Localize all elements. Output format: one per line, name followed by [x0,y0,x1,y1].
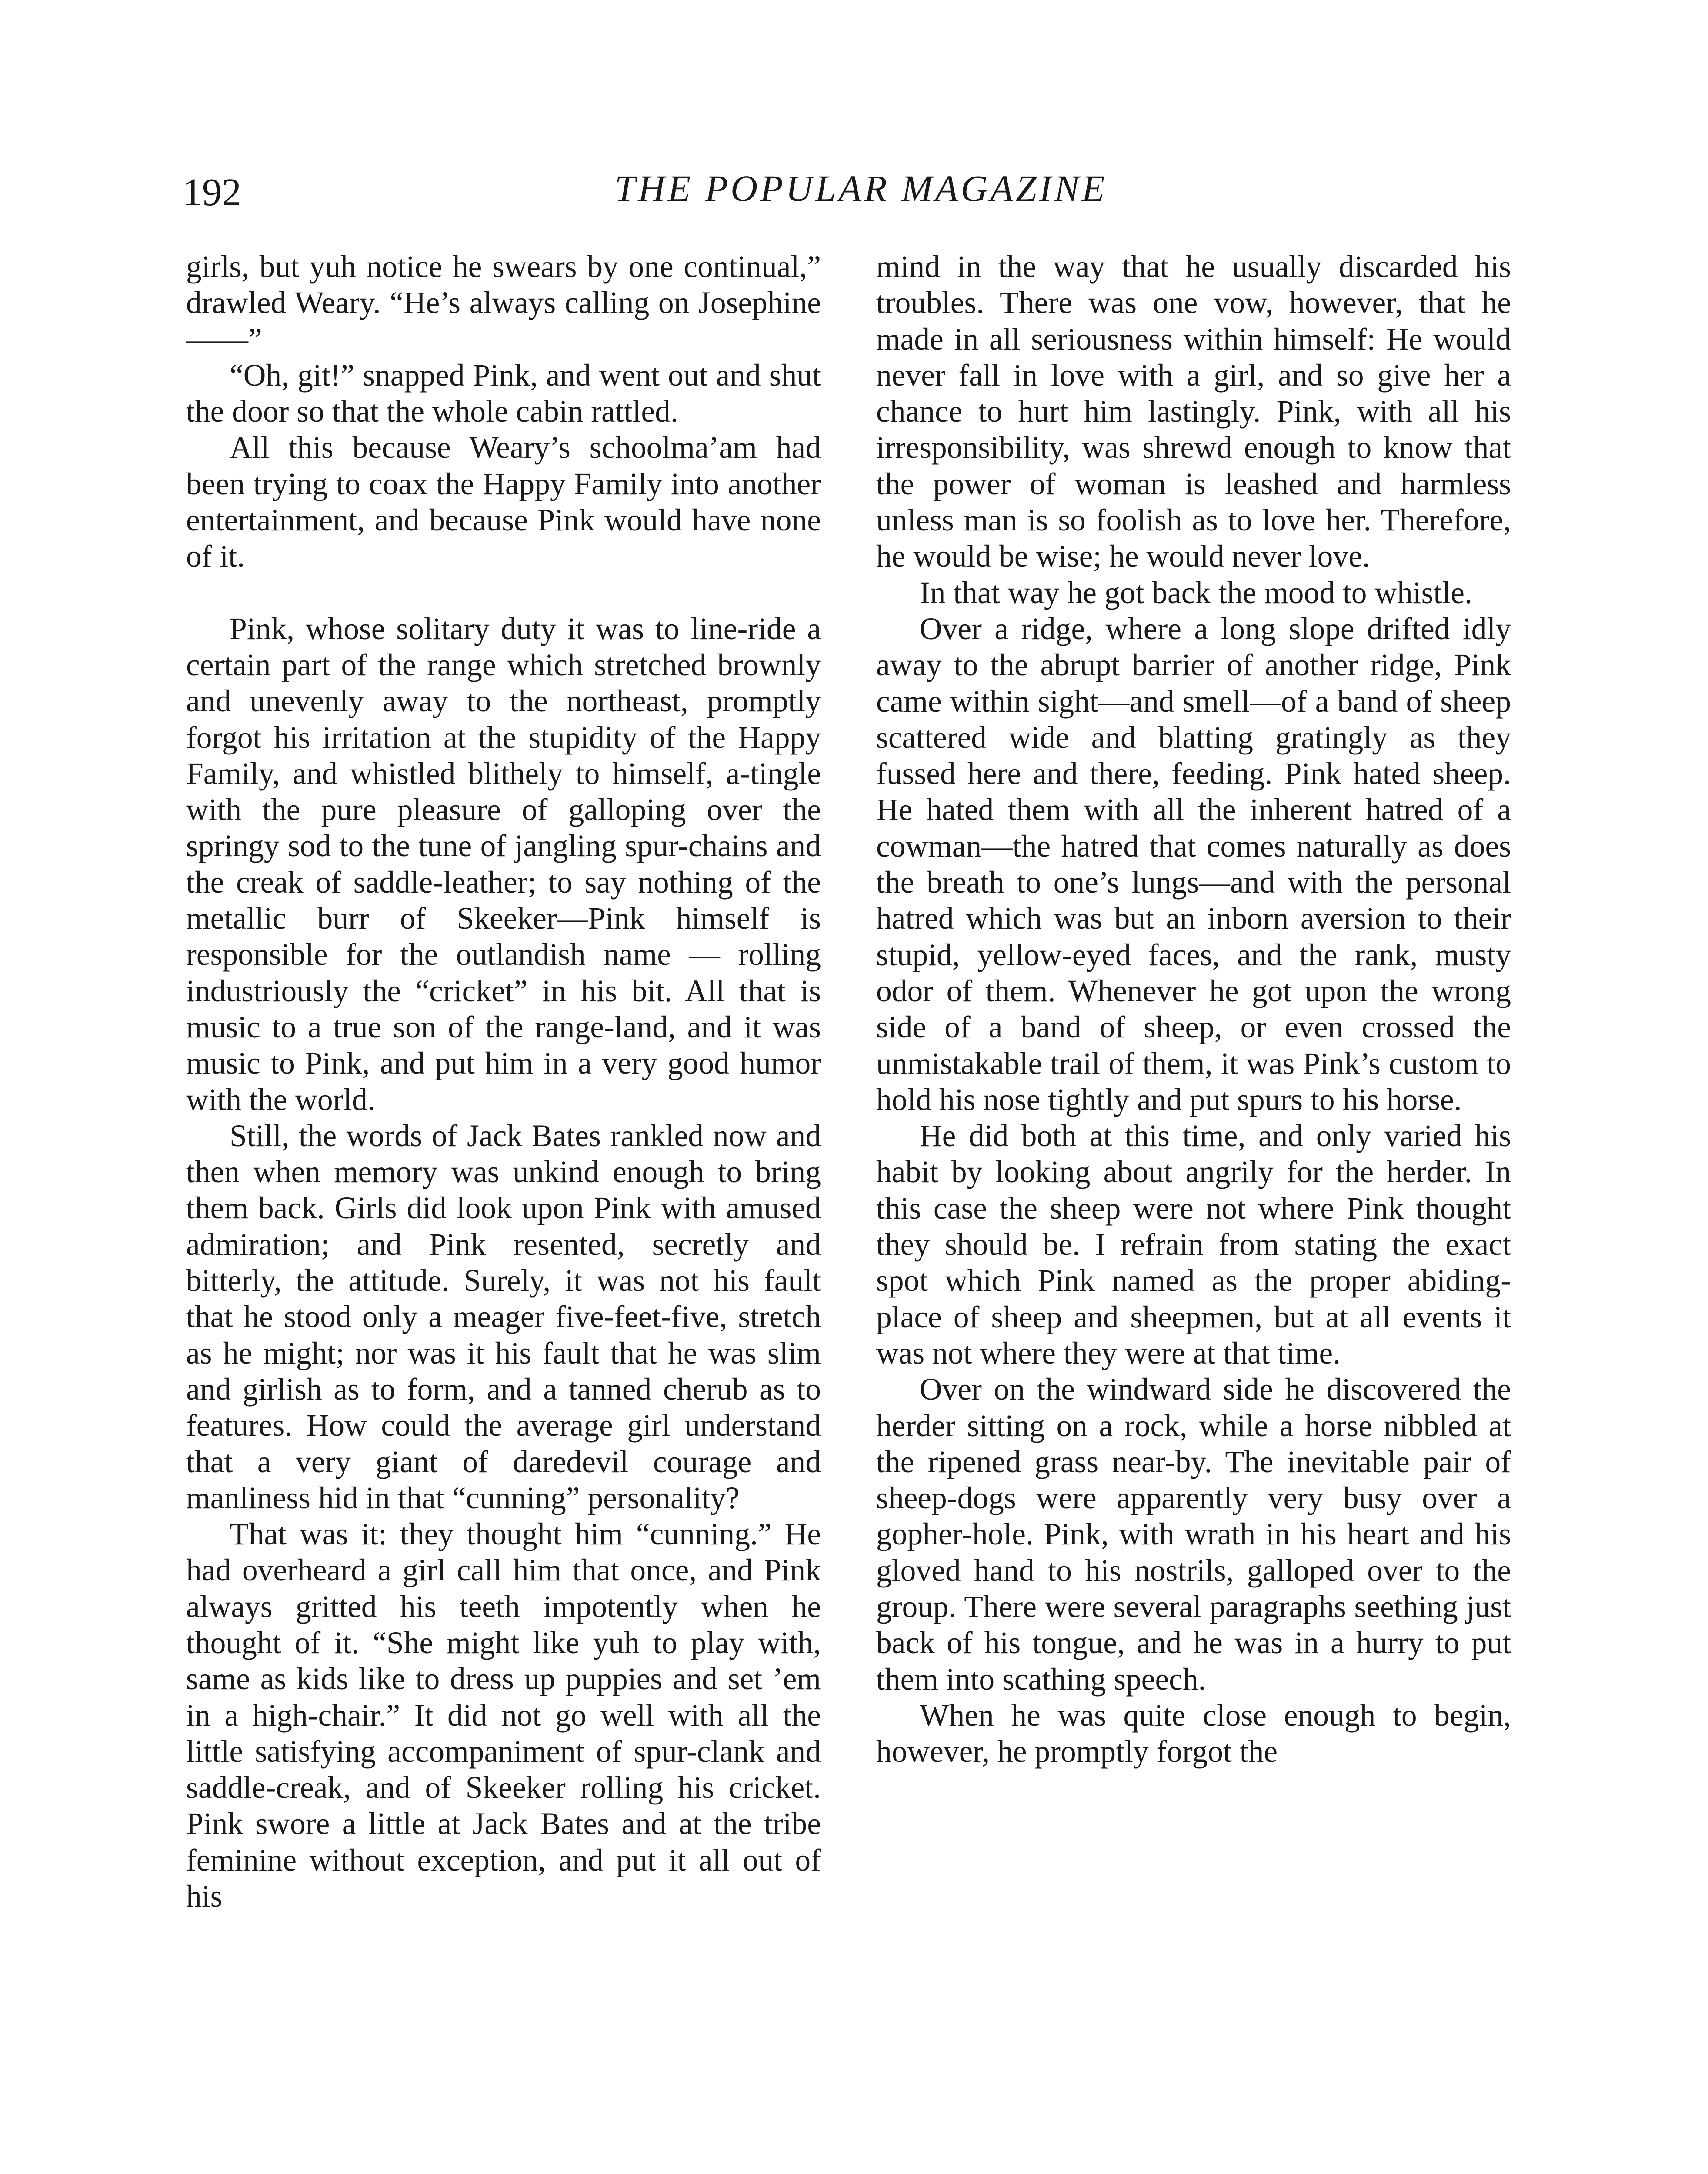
paragraph: Still, the words of Jack Bates rankled now and then when memory was unkind enough to bring them back. Girls did look upon Pink with amused admiration; and Pink resented, secretly and bitterly, the attitude. Surely, it was not his fault that he stood only a meager five-feet-five, stretch as he might; nor was it his fault that he was slim and girlish as to form, and a tanned cherub as to features. How could the average girl understand that a very giant of daredevil courage and manliness hid in that “cunning” personality? [186,1118,821,1515]
paragraph: girls, but yuh notice he swears by one continual,” drawled Weary. “He’s always calling on Josephine——” [186,250,821,357]
right-column [876,249,1511,1770]
paragraph: When he was quite close enough to begin, however, he promptly forgot the [876,1698,1511,1769]
paragraph: In that way he got back the mood to whistle. [920,575,1472,610]
paragraph: That was it: they thought him “cunning.” He had overheard a girl call him that once, and Pink always gritted his teeth impotently when he thought of it. “She might like yuh to play with, same as kids like to dress up puppies and set ’em in a high-chair.” It did not go well with all the little satisfying accompaniment of spur-clank and saddle-creak, and of Skeeker rolling his cricket. Pink swore a little at Jack Bates and at the tribe feminine without exception, and put it all out of his [186,1517,821,1914]
paragraph: He did both at this time, and only varied his habit by looking about angrily for the herder. In this case the sheep were not where Pink thought they should be. I refrain from stating the exact spot which Pink named as the proper abiding-place of sheep and sheepmen, but at all events it was not where they were at that time. [876,1119,1511,1370]
paragraph: All this because Weary’s schoolma’am had been trying to coax the Happy Family into another entertainment, and because Pink would have none of it. [186,430,821,574]
running-title: THE POPULAR MAGAZINE [614,167,1108,209]
paragraph: Pink, whose solitary duty it was to line-ride a certain part of the range which stretched brownly and unevenly away to the northeast, promptly forgot his irritation at the stupidity of the Happy Family, and whistled blithely to himself, a-tingle with the pure pleasure of galloping over the springy sod to the tune of jangling spur-chains and the creak of saddle-leather; to say nothing of the metallic burr of Skeeker—Pink himself is responsible for the outlandish name — rolling industriously the “cricket” in his bit. All that is music to a true son of the range-land, and it was music to Pink, and put him in a very good humor with the world. [186,611,821,1117]
paragraph: mind in the way that he usually discarded his troubles. There was one vow, however, that he made in all seriousness within himself: He would never fall in love with a girl, and so give her a chance to hurt him lastingly. Pink, with all his irresponsibility, was shrewd enough to know that the power of woman is leashed and harmless unless man is so foolish as to love her. Therefore, he would be wise; he would never love. [876,250,1511,574]
paragraph: Over on the windward side he discovered the herder sitting on a rock, while a horse nibbled at the ripened grass near-by. The inevitable pair of sheep-dogs were apparently very busy over a gopher-hole. Pink, with wrath in his heart and his gloved hand to his nostrils, galloped over to the group. There were several paragraphs seething just back of his tongue, and he was in a hurry to put them into scathing speech. [876,1372,1511,1697]
page-number: 192 [183,171,241,214]
paragraph: “Oh, git!” snapped Pink, and went out and shut the door so that the whole cabin rattled. [186,358,821,429]
left-column [186,249,821,1914]
paragraph: Over a ridge, where a long slope drifted idly away to the abrupt barrier of another ridge, Pink came within sight—and smell—of a band of sheep scattered wide and blatting gratingly as they fussed here and there, feeding. Pink hated sheep. He hated them with all the inherent hatred of a cowman—the hatred that comes naturally as does the breath to one’s lungs—and with the personal hatred which was but an inborn aversion to their stupid, yellow-eyed faces, and the rank, musty odor of them. Whenever he got upon the wrong side of a band of sheep, or even crossed the unmistakable trail of them, it was Pink’s custom to hold his nose tightly and put spurs to his horse. [876,611,1511,1117]
